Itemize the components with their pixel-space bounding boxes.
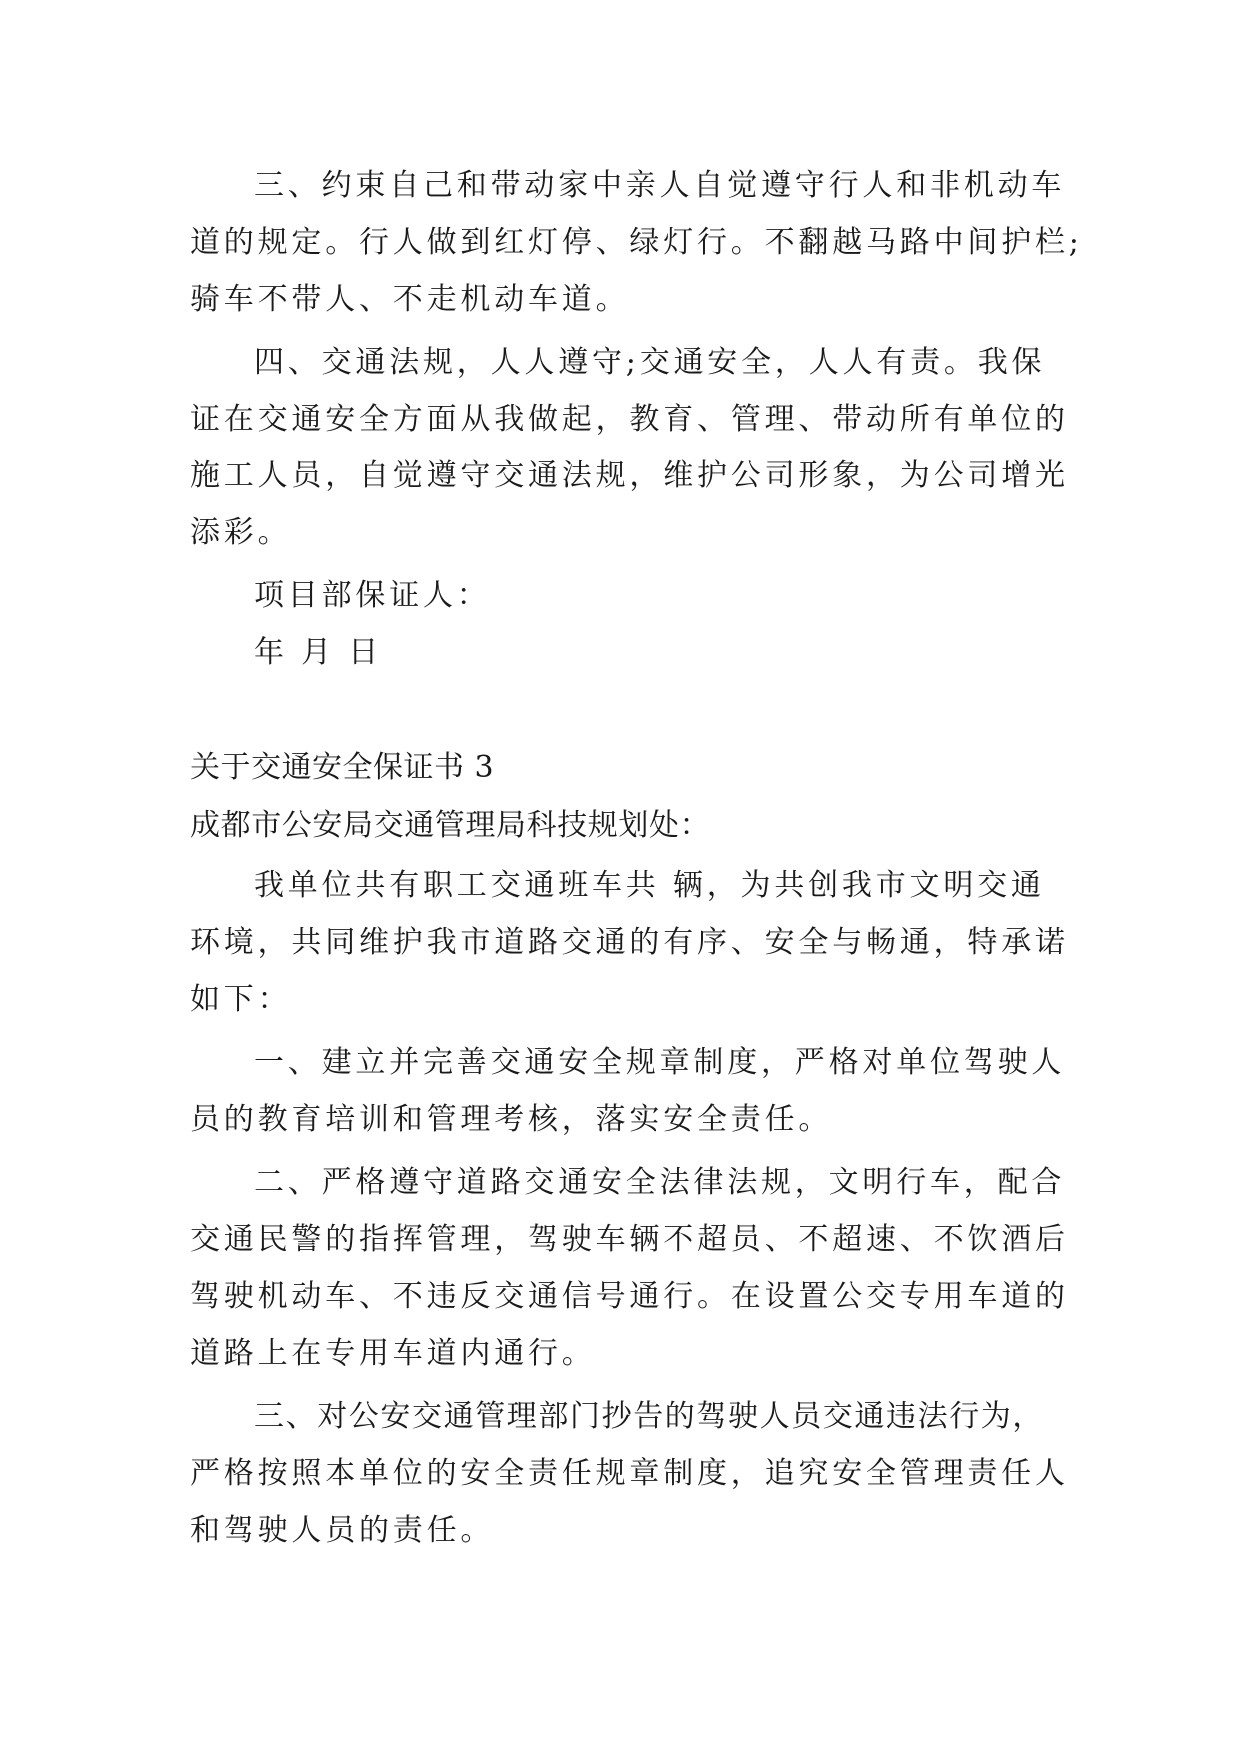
paragraph-3-line-2: 道的规定。行人做到红灯停、绿灯行。不翻越马路中间护栏; [190, 225, 1083, 260]
item-2-line-4: 道路上在专用车道内通行。 [190, 1336, 596, 1371]
paragraph-3-line-3: 骑车不带人、不走机动车道。 [190, 282, 630, 317]
paragraph-4-line-4: 添彩。 [190, 515, 292, 550]
item-2-line-2: 交通民警的指挥管理，驾驶车辆不超员、不超速、不饮酒后 [190, 1222, 1069, 1257]
section-title: 关于交通安全保证书 3 [190, 750, 495, 785]
intro-line-3: 如下： [190, 982, 292, 1017]
paragraph-3-line-1: 三、约束自己和带动家中亲人自觉遵守行人和非机动车 [254, 168, 1066, 203]
recipient-line: 成都市公安局交通管理局科技规划处： [190, 808, 711, 843]
intro-line-2: 环境，共同维护我市道路交通的有序、安全与畅通，特承诺 [190, 925, 1069, 960]
item-3-line-2: 严格按照本单位的安全责任规章制度，追究安全管理责任人 [190, 1456, 1069, 1491]
paragraph-4-line-1: 四、交通法规，人人遵守;交通安全，人人有责。我保 [254, 345, 1046, 380]
item-1-line-2: 员的教育培训和管理考核，落实安全责任。 [190, 1102, 833, 1137]
paragraph-4-line-3: 施工人员，自觉遵守交通法规，维护公司形象，为公司增光 [190, 458, 1069, 493]
intro-line-1: 我单位共有职工交通班车共 辆，为共创我市文明交通 [254, 868, 1045, 903]
item-1-line-1: 一、建立并完善交通安全规章制度，严格对单位驾驶人 [254, 1045, 1066, 1080]
paragraph-4-line-2: 证在交通安全方面从我做起，教育、管理、带动所有单位的 [190, 402, 1069, 437]
item-2-line-3: 驾驶机动车、不违反交通信号通行。在设置公交专用车道的 [190, 1279, 1069, 1314]
signer-label: 项目部保证人： [254, 578, 491, 613]
date-line: 年 月 日 [254, 635, 383, 670]
item-3-line-3: 和驾驶人员的责任。 [190, 1513, 495, 1548]
item-2-line-1: 二、严格遵守道路交通安全法律法规，文明行车，配合 [254, 1165, 1066, 1200]
item-3-line-1: 三、对公安交通管理部门抄告的驾驶人员交通违法行为， [254, 1399, 1044, 1434]
